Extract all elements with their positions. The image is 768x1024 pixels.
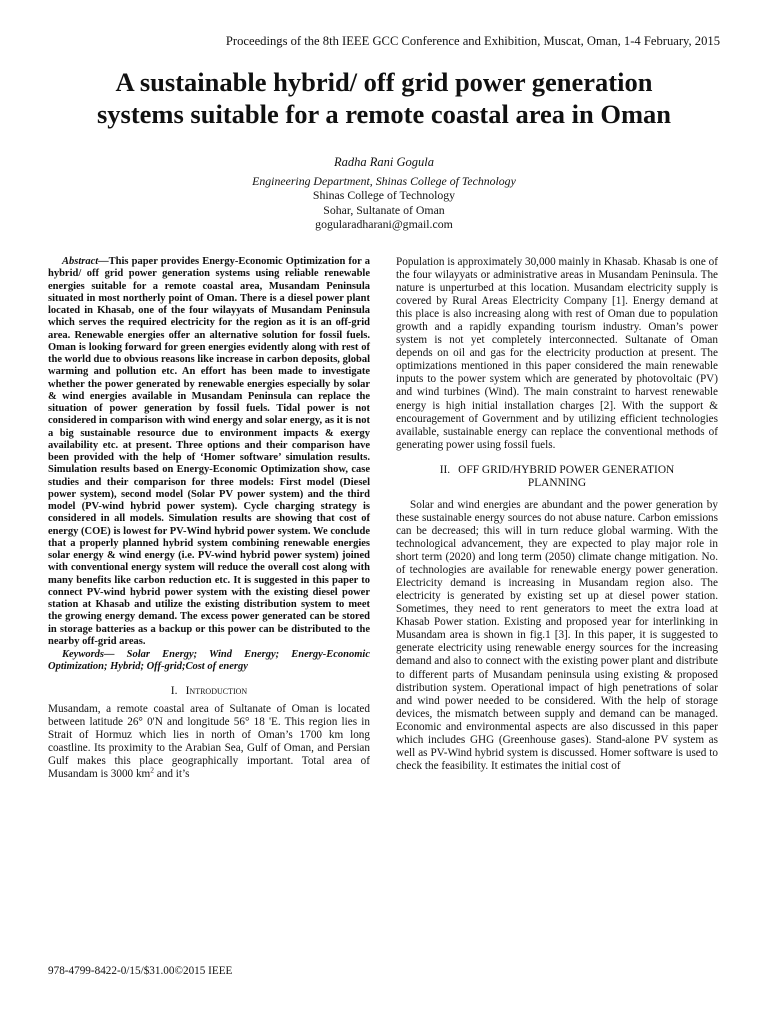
keywords: Keywords— Solar Energy; Wind Energy; Energy-Economic Optimization; Hybrid; Off-grid;Cost of energy — [48, 649, 370, 673]
abstract-text: This paper provides Energy-Economic Optimization for a hybrid/ off grid power generation systems using reliable renewable energies suitable for a remote coastal area, Musandam Peninsula situated in most northerly point of Oman. There is a diesel power plant located in Khasab, one of the four wilayyats of Musandam Peninsula which serves the required electricity for the region as it is an off-grid area. Renewable energies offer an alternative solution for fossil fuels. Oman is looking forward for green energies evidently along with rest of the world due to obvious reasons like increase in carbon deposits, global warming and pollution etc. An effort has been made to investigate whether the power generated by renewable energies especially by solar & wind energies available in Musandam Peninsula can replace the situation of power generation by fossil fuels. Tidal power is not considered in comparison with wind energy and solar energy, as it is not a big sustainable resource due to environment impacts & exergy availability etc. at present. Three options and their comparison have been provided with the help of ‘Homer software’ simulation results. Simulation results based on Energy-Economic Optimization show, case studies and their comparison for three models: First model (Diesel power system), second model (Solar PV power system) and the third model (PV-wind hybrid power system). Cycle charging strategy is considered in all models. Simulation results are showing that cost of energy (COE) is lowest for PV-Wind hybrid power system. We conclude that a properly planned hybrid system combining renewable energies solar energy & wind energy (i.e. PV-wind hybrid power system) joined with conventional energy system will reduce the overall cost along with many benefits like carbon reduction etc. It is suggested in this paper to connect PV-wind hybrid power system with the existing diesel power station at Khasab and utilize the existing distribution system to meet the growing energy demand. The excess power generated can be stored in storage batteries as a backup or this power can be distributed to the nearby off-grid areas. — [48, 256, 370, 647]
left-column — [48, 256, 370, 781]
introduction-paragraph — [48, 703, 370, 781]
abstract-dash: — — [98, 256, 109, 267]
author-department: Engineering Department, Shinas College of Technology — [252, 173, 516, 188]
paper-title — [30, 66, 738, 130]
title-line-2: systems suitable for a remote coastal area in Oman — [96, 99, 672, 129]
section-number: I. — [170, 683, 178, 697]
superscript-2: 2 — [150, 765, 154, 775]
right-column — [396, 256, 718, 773]
title-line-1: A sustainable hybrid/ off grid power generation — [115, 67, 653, 97]
intro-continued-paragraph: Population is approximately 30,000 mainly in Khasab. Khasab is one of the four wilayyats or administrative areas in Musandam Peninsula. The nature is unperturbed at this location. Musandam electricity supply is covered by Rural Areas Electricity Company [1]. Energy demand at this place is also increasing along with rest of Oman due to population growth and a rapidly expanding tourism industry. Oman’s power system is not yet completely interconnected. Sultanate of Oman depends on oil and gas for the electricity production at present. The optimizations mentioned in this paper considered the main renewable inputs to the power system which are generated by photovoltaic (PV) and wind turbines (Wind). The main constraint to harvest renewable energy is high initial installation charges [2]. With the support & encouragement of Government and by utilizing efficient technologies available, sustainable energy can replace the conventional methods of generating power using fossil fuels. — [396, 256, 718, 451]
section-heading-introduction — [48, 684, 370, 698]
abstract — [48, 256, 370, 648]
section-number: II. — [439, 463, 451, 476]
off-grid-paragraph: Solar and wind energies are abundant and the power generation by these sustainable energy sources do not abuse nature. Carbon emissions can be decreased; this will in turn reduce global warming. With the technological advancement, they are expected to play major role in short term (2020) and long term (2050) climate change mitigation. No. of technologies are available for renewable energy power generation. Electricity demand is increasing in Musandam region also. The electricity is generated by existing set up at diesel power station. Sometimes, they need to rent generators to meet the extra load at Khasab Power station. Existing and proposed year for interlinking in Musandam area is shown in fig.1 [3]. In this paper, it is suggested to generate electricity using renewable energy sources for the increasing demand and also to connect with the existing power plant and distribute to different parts of Musandam peninsula using existing & proposed distribution system. Operational impact of high penetrations of solar and wind power needed to be considered. With the help of storage devices, the mismatch between supply and demand can be managed. Economic and environmental aspects are also discussed in this paper which includes GHG (Greenhouse gases). Stand-alone PV system as well as PV-Wind hybrid system is discussed. Homer software is used to check the feasibility. It estimates the initial cost of — [396, 498, 718, 772]
abstract-lead: Abstract — [62, 256, 99, 267]
author-location: Sohar, Sultanate of Oman — [323, 202, 445, 217]
author-email[interactable]: gogularadharani@gmail.com — [315, 217, 453, 232]
conference-header: Proceedings of the 8th IEEE GCC Conference and Exhibition, Muscat, Oman, 1-4 February, 2015 — [225, 34, 720, 48]
section-title: OFF GRID/HYBRID POWER GENERATION PLANNING — [458, 463, 675, 490]
author-block — [40, 155, 728, 232]
copyright-footer: 978-4799-8422-0/15/$31.00©2015 IEEE — [48, 965, 233, 977]
author-institution: Shinas College of Technology — [312, 188, 456, 203]
section-title: Introduction — [185, 683, 248, 697]
author-name: Radha Rani Gogula — [334, 155, 434, 169]
intro-text: Musandam, a remote coastal area of Sultanate of Oman is located between latitude 26° 0'N and longitude 56° 18 'E. This region lies in Strait of Hormuz which lies in north of Oman’s 1700 km long coastline. Its proximity to the Arabian Sea, Gulf of Oman, and Persian Gulf makes this place geographically important. Total area of Musandam is 3000 km — [48, 703, 370, 781]
section-heading-off-grid — [416, 464, 698, 491]
intro-text-end: and it’s — [154, 768, 190, 781]
